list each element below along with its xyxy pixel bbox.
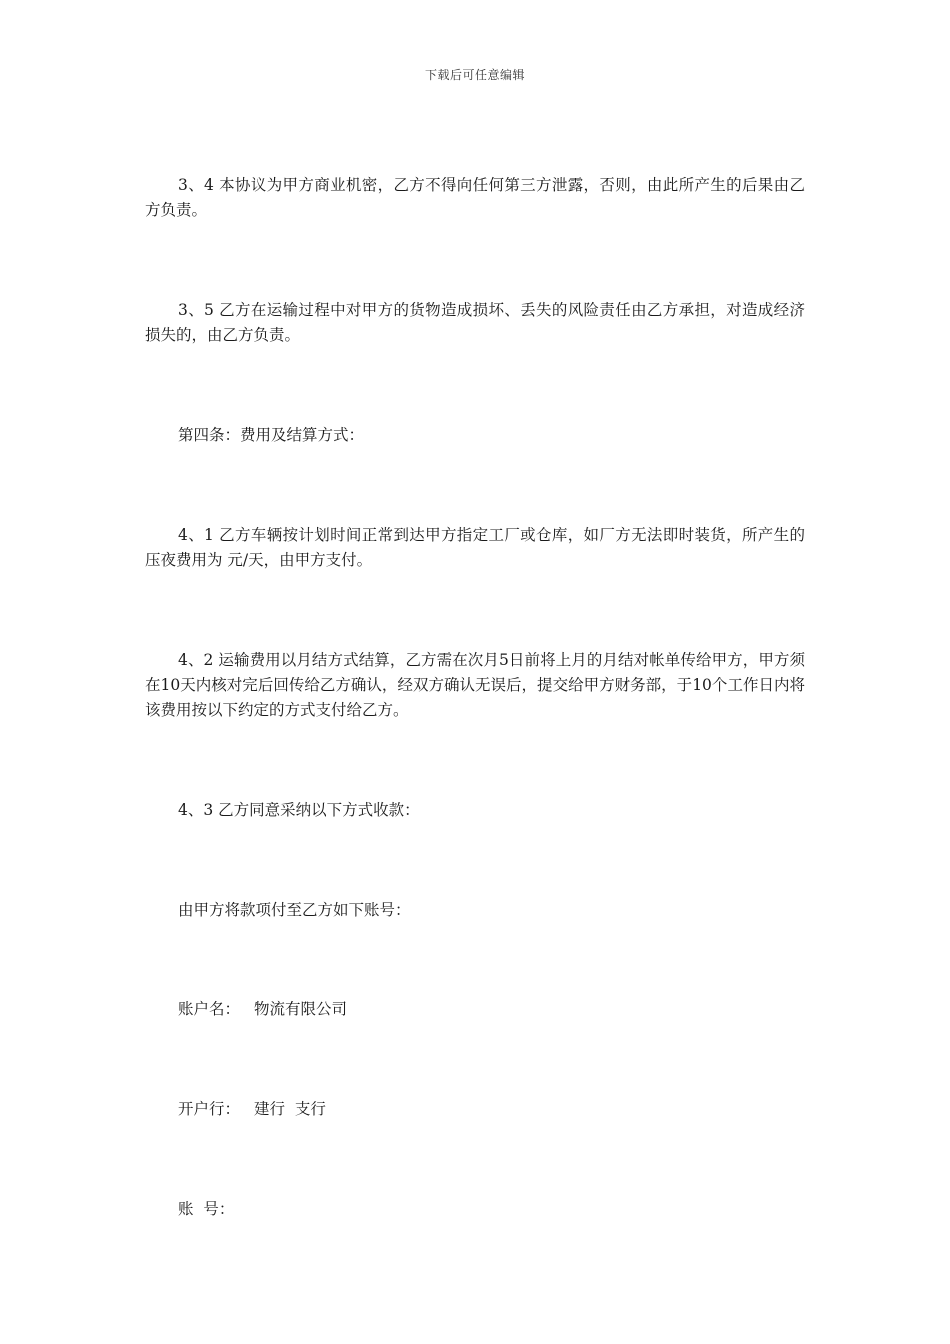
payment-instruction: 由甲方将款项付至乙方如下账号：	[178, 901, 411, 919]
bank-label: 开户行：	[178, 1100, 241, 1118]
bank-value: 建行 支行	[254, 1100, 326, 1118]
bank-row	[178, 1097, 326, 1122]
account-name-value: 物流有限公司	[254, 1000, 348, 1018]
clause-4-2: 4、2 运输费用以月结方式结算，乙方需在次月5日前将上月的月结对帐单传给甲方，甲方须在10天内核对完后回传给乙方确认，经双方确认无误后，提交给甲方财务部，于10个工作日内将该费用按以下约定的方式支付给乙方。	[145, 651, 805, 719]
clause-3-5: 3、5 乙方在运输过程中对甲方的货物造成损坏、丢失的风险责任由乙方承担，对造成经济损失的，由乙方负责。	[145, 301, 805, 344]
account-name-row	[178, 997, 347, 1022]
article-4-heading: 第四条：费用及结算方式：	[178, 426, 365, 444]
clause-4-3: 4、3 乙方同意采纳以下方式收款：	[178, 801, 420, 819]
account-number-row	[178, 1197, 234, 1222]
clause-3-4: 3、4 本协议为甲方商业机密，乙方不得向任何第三方泄露，否则，由此所产生的后果由乙方负责。	[145, 176, 805, 219]
account-name-label: 账户名：	[178, 1000, 241, 1018]
page-header: 下载后可任意编辑	[424, 68, 525, 82]
clause-4-1: 4、1 乙方车辆按计划时间正常到达甲方指定工厂或仓库，如厂方无法即时装货，所产生的压夜费用为 元/天，由甲方支付。	[145, 526, 805, 569]
account-number-label: 账 号：	[178, 1200, 235, 1218]
